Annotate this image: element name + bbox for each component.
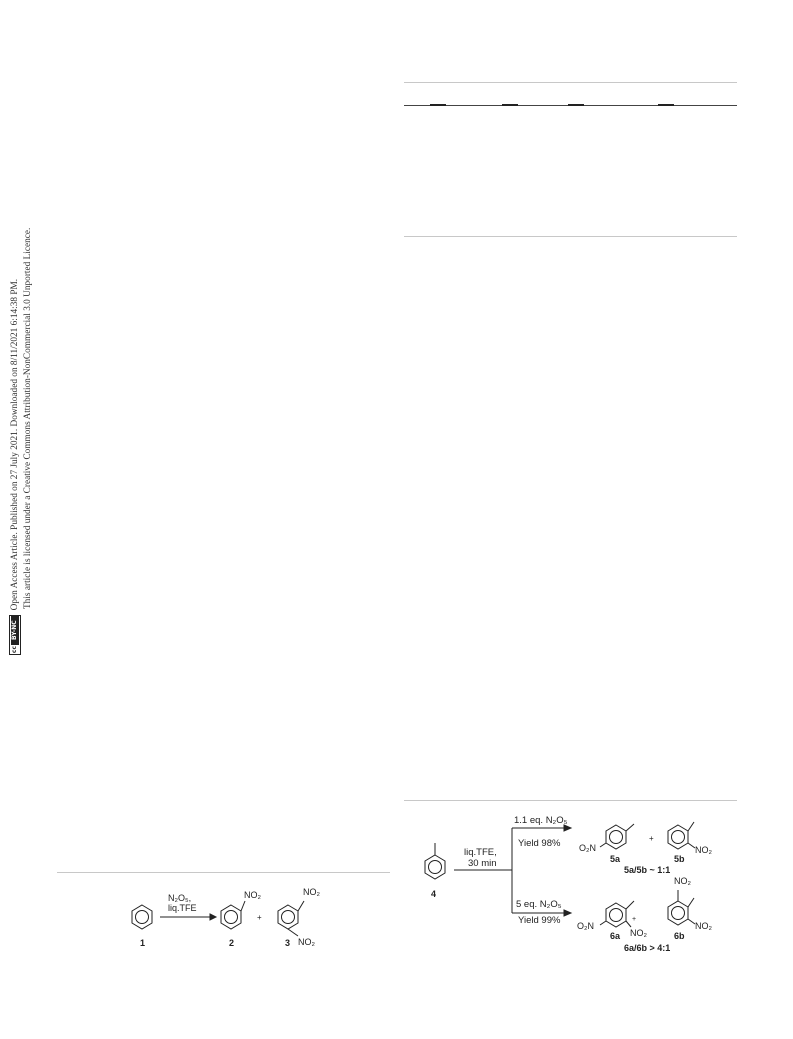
table-column-tick <box>658 104 674 106</box>
start-compound-label: 4 <box>431 889 437 899</box>
compound-label-3: 3 <box>285 938 291 948</box>
cc-icon: cc <box>10 645 18 654</box>
table-column-tick <box>502 104 518 106</box>
scheme-2 <box>404 805 737 965</box>
sidebar-row-2 <box>21 115 34 655</box>
no2-label-5b: NO₂ <box>695 845 712 855</box>
o2n-label-5a: O₂N <box>579 843 596 853</box>
lower-reagent: 5 eq. N₂O₅ <box>516 899 562 910</box>
no2-label-6a: NO₂ <box>630 928 647 938</box>
o2n-label-6a: O₂N <box>577 921 594 931</box>
table-bottom-rule <box>404 236 737 237</box>
nitro-label-2: NO₂ <box>244 890 261 900</box>
table-column-tick <box>568 104 584 106</box>
scheme-1 <box>100 876 350 956</box>
upper-yield: Yield 98% <box>518 838 561 849</box>
compound-label-5b: 5b <box>674 854 685 864</box>
no2-label-6b-bottom: NO₂ <box>695 921 712 931</box>
compound-label-1: 1 <box>140 938 146 948</box>
lower-yield: Yield 99% <box>518 915 561 926</box>
table-column-tick <box>430 104 446 106</box>
nitro-label-3a: NO₂ <box>303 887 320 897</box>
arrow-head <box>210 914 216 920</box>
publication-info-text[interactable]: Open Access Article. Published on 27 July 2021. Downloaded on 8/11/2021 6:14:38 PM. <box>9 278 20 611</box>
nitrobenzene-structure-2 <box>221 901 245 929</box>
scheme1-top-rule <box>57 872 390 873</box>
cc-license-badge[interactable] <box>9 615 21 655</box>
compound-label-6b: 6b <box>674 931 685 941</box>
license-sidebar <box>0 0 40 1039</box>
sidebar-rotated-text <box>8 115 34 655</box>
compound-label-6a: 6a <box>610 931 621 941</box>
upper-reagent: 1.1 eq. N₂O₅ <box>514 815 568 826</box>
compound-label-2: 2 <box>229 938 235 948</box>
no2-label-6b-top: NO₂ <box>674 876 691 886</box>
dinitrobenzene-structure-3 <box>278 901 304 936</box>
structure-5a <box>600 824 634 849</box>
structure-5b <box>668 822 695 849</box>
reagent-bottom: liq.TFE <box>168 903 197 913</box>
plus-sign-5: + <box>649 834 654 843</box>
license-text[interactable]: This article is licensed under a Creative Commons Attribution-NonCommercial 3.0 Unported Licence. <box>22 227 33 609</box>
conditions-bottom: 30 min <box>468 858 497 869</box>
ratio-5: 5a/5b ~ 1:1 <box>624 865 671 875</box>
conditions-top: liq.TFE, <box>464 847 497 858</box>
plus-charge: + <box>632 916 637 923</box>
table-top-rule <box>404 82 737 83</box>
reagent-top: N₂O₅, <box>168 893 192 903</box>
structure-6b <box>668 890 695 925</box>
ratio-6: 6a/6b > 4:1 <box>624 943 671 953</box>
scheme2-top-rule <box>404 800 737 801</box>
plus-sign: + <box>257 913 262 922</box>
toluene-structure-4 <box>425 843 445 879</box>
nitro-label-3b: NO₂ <box>298 937 315 947</box>
compound-label-5a: 5a <box>610 854 621 864</box>
structure-6a <box>600 901 637 927</box>
sidebar-row-1 <box>8 115 21 655</box>
benzene-structure-1 <box>132 905 152 929</box>
by-nc-label: BY-NC <box>11 616 19 644</box>
